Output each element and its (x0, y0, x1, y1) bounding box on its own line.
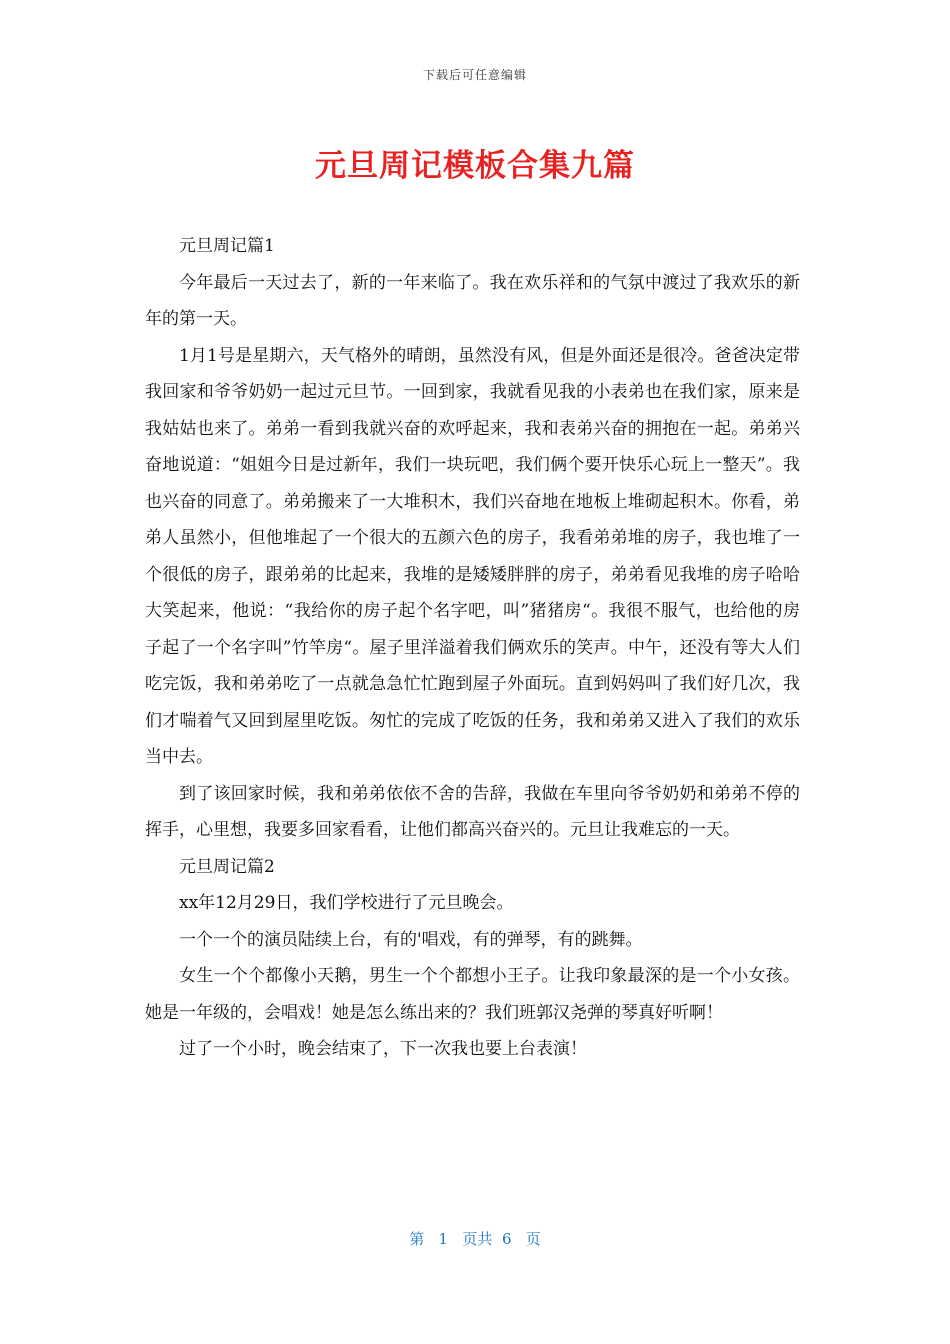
page-mid: 页共 (462, 1230, 493, 1248)
paragraph: 过了一个小时，晚会结束了，下一次我也要上台表演！ (179, 1039, 587, 1059)
header-note: 下载后可任意编辑 (422, 68, 527, 82)
paragraph: 今年最后一天过去了，新的一年来临了。我在欢乐祥和的气氛中渡过了我欢乐的新年的第一天。 (145, 272, 800, 329)
page-footer (0, 1228, 950, 1249)
paragraph: 到了该回家时候，我和弟弟依依不舍的告辞，我做在车里向爷爷奶奶和弟弟不停的挥手，心里想，我要多回家看看，让他们都高兴奋兴的。元旦让我难忘的一天。 (145, 783, 800, 840)
page-suffix: 页 (525, 1230, 541, 1248)
page-current: 1 (438, 1230, 449, 1248)
section-heading-1: 元旦周记篇1 (179, 236, 275, 256)
page-prefix: 第 (409, 1230, 425, 1248)
paragraph: 1月1号是星期六，天气格外的晴朗，虽然没有风，但是外面还是很冷。爸爸决定带我回家和爷爷奶奶一起过元旦节。一回到家，我就看见我的小表弟也在我们家，原来是我姑姑也来了。弟弟一看到我就兴奋的欢呼起来，我和表弟兴奋的拥抱在一起。弟弟兴奋地说道：“姐姐今日是过新年，我们一块玩吧，我们俩个要开快乐心玩上一整天”。我也兴奋的同意了。弟弟搬来了一大堆积木，我们兴奋地在地板上堆砌起积木。你看，弟弟人虽然小，但他堆起了一个很大的五颜六色的房子，我看弟弟堆的房子，我也堆了一个很低的房子，跟弟弟的比起来，我堆的是矮矮胖胖的房子，弟弟看见我堆的房子哈哈大笑起来，他说：“我给你的房子起个名字吧，叫”猪猪房“。我很不服气，也给他的房子起了一个名字叫”竹竿房“。屋子里洋溢着我们俩欢乐的笑声。中午，还没有等大人们吃完饭，我和弟弟吃了一点就急急忙忙跑到屋子外面玩。直到妈妈叫了我们好几次，我们才喘着气又回到屋里吃饭。匆忙的完成了吃饭的任务，我和弟弟又进入了我们的欢乐当中去。 (145, 345, 800, 767)
section-heading-2: 元旦周记篇2 (179, 856, 275, 877)
paragraph: 一个一个的演员陆续上台，有的'唱戏，有的弹琴，有的跳舞。 (179, 929, 643, 950)
document-body (145, 228, 800, 1068)
page-total: 6 (501, 1230, 512, 1248)
paragraph: xx年12月29日，我们学校进行了元旦晚会。 (179, 893, 514, 913)
document-title: 元旦周记模板合集九篇 (315, 148, 635, 184)
paragraph: 女生一个个都像小天鹅，男生一个个都想小王子。让我印象最深的是一个小女孩。她是一年级的，会唱戏！她是怎么练出来的？我们班郭汉尧弹的琴真好听啊！ (145, 966, 800, 1023)
